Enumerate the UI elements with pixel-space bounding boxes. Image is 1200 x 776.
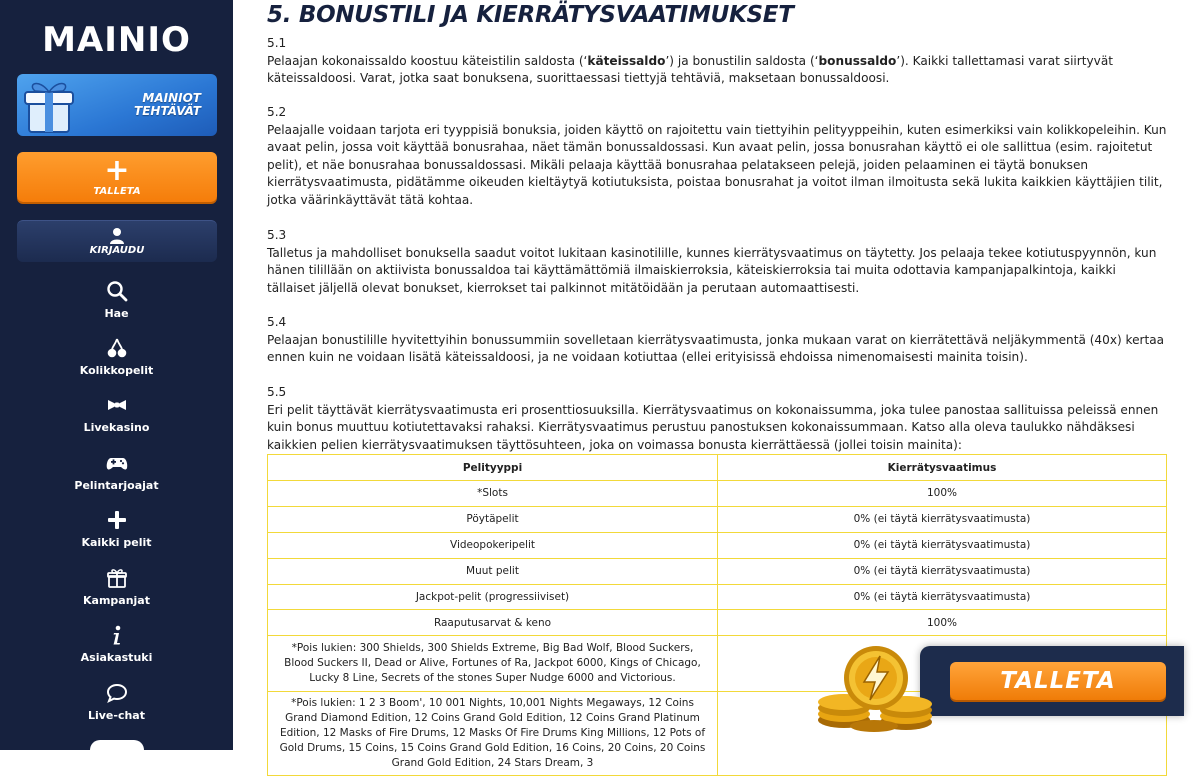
paragraph-text: ’) ja bonustilin saldosta (‘ xyxy=(665,53,819,68)
table-row xyxy=(268,610,1167,636)
table-row xyxy=(268,481,1167,507)
column-header-game-type: Pelityyppi xyxy=(268,455,718,481)
table-cell: Muut pelit xyxy=(268,558,718,584)
language-selector[interactable] xyxy=(90,740,144,760)
table-row xyxy=(268,506,1167,532)
paragraph-text: Pelaajan kokonaissaldo koostuu käteistilin saldosta (‘ xyxy=(267,53,588,68)
section-5-5 xyxy=(267,384,1167,454)
paragraph-text: Eri pelit täyttävät kierrätysvaatimusta eri prosenttiosuuksilla. Kierrätysvaatimus on kokonaissumma, joka tulee panostaa sallituissa peleissä ennen kuin bonus muuttuu kotiutettavaksi rahaksi. Kierrätysvaatimus perustuu panostuksen kokonaissummaan. Katso alla oleva taulukko nähdäksesi kaikkien pelien kierrätysvaatimuksen täyttösuhteen, joka on voimassa bonusta kierrättäessä (jollei toisin mainita): xyxy=(267,402,1159,452)
sidebar-item-search[interactable] xyxy=(0,280,233,320)
deposit-button-label: TALLETA xyxy=(93,186,141,197)
table-cell: 0% (ei täytä kierrätysvaatimusta) xyxy=(718,584,1167,610)
table-note-exclusions: *Pois lukien: 300 Shields, 300 Shields Extreme, Big Bad Wolf, Blood Suckers, Blood Suckers II, Dead or Alive, Fortunes of Ra, Jackpot 6000, Kings of Chicago, Lucky 8 Line, Secrets of the stones Super Nudge 6000 and Victorious. xyxy=(268,636,718,692)
table-cell: 100% xyxy=(718,481,1167,507)
table-row xyxy=(268,532,1167,558)
table-cell: 100% xyxy=(718,610,1167,636)
bowtie-icon xyxy=(106,394,128,416)
sidebar xyxy=(0,0,233,750)
paragraph-text: Pelaajalle voidaan tarjota eri tyyppisiä bonuksia, joiden käyttö on rajoitettu vain tiettyihin pelityyppeihin, kuten esimerkiksi vain kolikkopeleihin. Kun avaat pelin, jossa voit käyttää bonusrahaa, näet tämän bonussaldossasi. Kun avaat pelin, jossa bonusrahan käyttö ei ole sallittua (esim. rajoitetut pelit), et näe bonusrahaa bonussaldossasi. Mikäli pelaaja käyttää bonusrahaa pelatakseen pelejä, joiden pelaaminen ei täytä bonuksen kierrätysvaatimusta, pidätämme oikeuden kieltäytyä kotiutuksista, poistaa bonusrahat ja voitot ilman ilmoitusta sekä lukita kaikkien käyttäjien tilit, jotka väärinkäyttävät tätä kohtaa. xyxy=(267,122,1167,207)
sidebar-item-label: Kolikkopelit xyxy=(79,364,154,377)
sidebar-item-live-casino[interactable] xyxy=(0,394,233,434)
table-row xyxy=(268,584,1167,610)
table-cell: Jackpot-pelit (progressiiviset) xyxy=(268,584,718,610)
cherries-icon xyxy=(106,337,128,359)
table-cell: Raaputusarvat & keno xyxy=(268,610,718,636)
sidebar-item-providers[interactable] xyxy=(0,452,233,492)
paragraph-text: Talletus ja mahdolliset bonuksella saadut voitot lukitaan kasinotilille, kunnes kierrätysvaatimus on täytetty. Jos pelaaja tekee kotiutuspyynnön, kun hänen tilillään on aktiivista bonussaldoa tai käyttämättömiä ilmaiskierroksia, käteiskierroksia tai muita odottavia kampanjapalkintoja, kaikki tällaiset jäljellä olevat bonukset, kierrokset tai palkinnot mitätöidään ja perutaan automaattisesti. xyxy=(267,245,1157,295)
section-5-4 xyxy=(267,314,1167,367)
plus-icon xyxy=(106,509,128,531)
section-number: 5.2 xyxy=(267,105,287,119)
table-cell: 0% (ei täytä kierrätysvaatimusta) xyxy=(718,506,1167,532)
gamepad-icon xyxy=(106,452,128,474)
wagering-table xyxy=(267,454,1167,776)
sidebar-item-label: Kampanjat xyxy=(83,594,150,607)
sidebar-item-live-chat[interactable] xyxy=(0,682,233,722)
promo-line2: TEHTÄVÄT xyxy=(134,104,201,118)
section-title: 5. BONUSTILI JA KIERRÄTYSVAATIMUKSET xyxy=(267,2,794,28)
section-number: 5.1 xyxy=(267,36,287,50)
mainio-logo[interactable]: MAINIO xyxy=(42,20,191,60)
paragraph-text: Pelaajan bonustilille hyvitettyihin bonussummiin sovelletaan kierrätysvaatimusta, jonka mukaan varat on kierrätettävä neljäkymmentä (40x) kertaa ennen kuin ne voidaan lisätä käteissaldoosi, ja ne voidaan kotiuttaa (ellei erityisissä ehdoissa nimenomaisesti mainita toisin). xyxy=(267,332,1165,365)
sidebar-item-slots[interactable] xyxy=(0,337,233,377)
promo-line1: MAINIOT xyxy=(142,91,201,105)
table-header-row xyxy=(268,455,1167,481)
table-cell: *Slots xyxy=(268,481,718,507)
table-cell: 0% (ei täytä kierrätysvaatimusta) xyxy=(718,558,1167,584)
table-cell: Pöytäpelit xyxy=(268,506,718,532)
search-icon xyxy=(106,280,128,302)
gift-box-icon xyxy=(19,78,81,134)
gold-coins-icon xyxy=(814,640,938,732)
info-icon xyxy=(106,624,128,646)
floating-deposit-button[interactable]: TALLETA xyxy=(950,662,1166,700)
table-row xyxy=(268,558,1167,584)
chat-bubble-icon xyxy=(106,682,128,704)
promo-text xyxy=(134,92,201,118)
user-icon xyxy=(110,227,124,245)
section-number: 5.4 xyxy=(267,315,287,329)
deposit-button[interactable] xyxy=(17,152,217,202)
sidebar-item-label: Pelintarjoajat xyxy=(74,479,159,492)
section-number: 5.3 xyxy=(267,228,287,242)
section-number: 5.5 xyxy=(267,385,287,399)
table-note-exclusions: *Pois lukien: 1 2 3 Boom', 10 001 Nights, 10,001 Nights Megaways, 12 Coins Grand Diamond Edition, 12 Coins Grand Gold Edition, 12 Coins Grand Platinum Edition, 12 Masks of Fire Drums, 12 Masks Of Fire Drums King Millions, 12 Pots of Gold Drums, 15 Coins, 15 Coins Grand Gold Edition, 16 Coins, 20 Coins, 20 Coins Grand Gold Edition, 24 Stars Dream, 3 xyxy=(268,692,718,776)
sidebar-item-label: Hae xyxy=(104,307,129,320)
bold-term-bonus-balance: bonussaldo xyxy=(818,53,897,68)
column-header-wagering: Kierrätysvaatimus xyxy=(718,455,1167,481)
table-cell: 0% (ei täytä kierrätysvaatimusta) xyxy=(718,532,1167,558)
sidebar-item-all-games[interactable] xyxy=(0,509,233,549)
sidebar-item-label: Asiakastuki xyxy=(80,651,153,664)
mainiot-tehtavat-banner[interactable] xyxy=(17,74,217,136)
paragraph-text: ’). Kaikki tallettamasi varat siirtyvät käteissaldoosi. Varat, jotka saat bonuksena, suorittaessasi tiettyjä tehtäviä, maksetaan bonussaldoosi. xyxy=(267,53,1113,86)
gift-icon xyxy=(106,567,128,589)
login-button[interactable] xyxy=(17,220,217,262)
sidebar-item-support[interactable] xyxy=(0,624,233,664)
sidebar-item-label: Live-chat xyxy=(87,709,145,722)
login-button-label: KIRJAUDU xyxy=(89,245,145,256)
section-5-3 xyxy=(267,227,1167,297)
table-cell: Videopokeripelit xyxy=(268,532,718,558)
plus-icon: + xyxy=(104,153,130,188)
sidebar-item-campaigns[interactable] xyxy=(0,567,233,607)
bold-term-cash-balance: käteissaldo xyxy=(587,53,666,68)
sidebar-item-label: Livekasino xyxy=(83,421,150,434)
section-5-2 xyxy=(267,104,1167,210)
section-5-1 xyxy=(267,35,1167,88)
sidebar-item-label: Kaikki pelit xyxy=(81,536,152,549)
